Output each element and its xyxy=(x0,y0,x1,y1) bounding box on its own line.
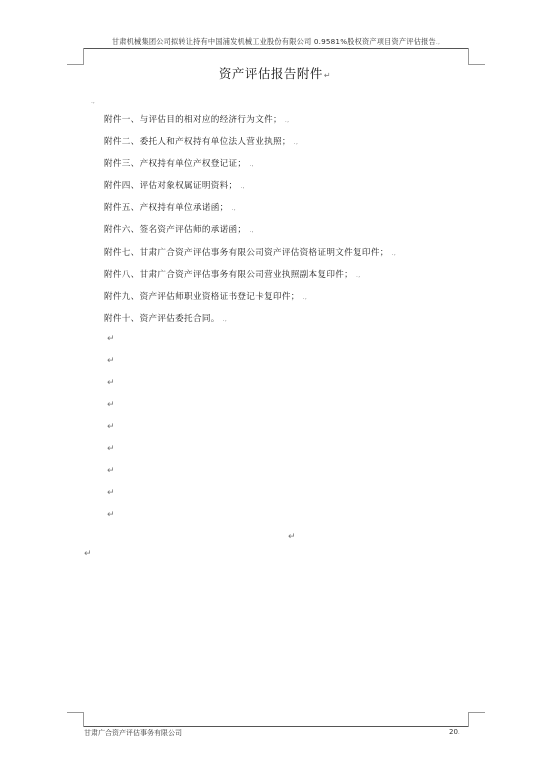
return-mark: ↵ xyxy=(323,71,332,80)
list-item xyxy=(104,222,396,244)
page-number xyxy=(449,728,460,736)
paragraph-mark: ., xyxy=(231,205,236,213)
return-mark: ↵ xyxy=(107,334,115,344)
return-mark: ↵ xyxy=(107,488,115,498)
list-item xyxy=(104,289,396,311)
paragraph-mark: ., xyxy=(249,227,254,235)
paragraph-mark: ., xyxy=(249,161,254,169)
paragraph-mark: ., xyxy=(284,117,290,124)
list-item xyxy=(104,267,396,289)
paragraph-mark: ., xyxy=(91,98,95,105)
page-number-text: 20 xyxy=(449,728,458,736)
return-mark: ↵ xyxy=(107,378,115,388)
paragraph-mark: ., xyxy=(391,249,397,257)
list-item xyxy=(104,112,396,134)
list-item xyxy=(104,178,396,200)
attachment-text: 附件二、委托人和产权持有单位法人营业执照； xyxy=(104,137,291,148)
attachment-text: 附件一、与评估目的相对应的经济行为文件； xyxy=(104,115,282,125)
attachment-list xyxy=(104,112,396,333)
list-item xyxy=(104,156,396,178)
attachment-text: 附件十、资产评估委托合同。 xyxy=(104,313,220,324)
attachment-text: 附件五、产权持有单位承诺函； xyxy=(104,203,229,214)
page-title-text: 资产评估报告附件 xyxy=(218,66,323,81)
paragraph-mark: ., xyxy=(222,315,228,323)
crop-mark-top-right xyxy=(468,48,485,65)
return-mark: ↵ xyxy=(107,444,115,454)
paragraph-mark: . xyxy=(457,729,460,736)
list-item xyxy=(104,200,396,222)
footer-company: 甘肃广合资产评估事务有限公司 xyxy=(84,729,182,737)
header-rule xyxy=(84,48,468,49)
return-mark: ↵ xyxy=(107,356,115,366)
crop-mark-bottom-left xyxy=(67,712,84,727)
page-header xyxy=(84,37,468,47)
attachment-text: 附件四、评估对象权属证明资料； xyxy=(104,181,238,192)
return-mark: ↵ xyxy=(107,466,115,476)
page-header-text: 甘肃机械集团公司拟转让持有中国浦发机械工业股份有限公司 0.9581%股权资产项目资产评估报告 xyxy=(111,37,436,46)
list-item xyxy=(104,134,396,156)
list-item xyxy=(104,245,396,267)
return-mark: ↵ xyxy=(107,400,115,410)
crop-mark-top-left xyxy=(67,48,84,65)
paragraph-mark: ., xyxy=(435,39,441,46)
attachment-text: 附件九、资产评估师职业资格证书登记卡复印件； xyxy=(104,291,300,302)
list-item xyxy=(104,311,396,333)
return-mark: ↵ xyxy=(107,510,115,520)
attachment-text: 附件八、甘肃广合资产评估事务有限公司营业执照副本复印件； xyxy=(104,269,354,280)
return-mark: ↵ xyxy=(107,422,115,432)
return-mark: ↵ xyxy=(288,532,296,542)
attachment-text: 附件三、产权持有单位产权登记证； xyxy=(104,159,247,170)
paragraph-mark: ., xyxy=(302,293,308,301)
crop-mark-bottom-right xyxy=(468,712,485,727)
return-mark: ↵ xyxy=(84,549,92,559)
attachment-text: 附件七、甘肃广合资产评估事务有限公司资产评估资格证明文件复印件； xyxy=(104,247,389,258)
footer-rule xyxy=(84,726,468,727)
page-title xyxy=(0,64,550,82)
attachment-text: 附件六、签名资产评估师的承诺函； xyxy=(104,225,247,236)
paragraph-mark: ., xyxy=(356,271,361,279)
paragraph-mark: ., xyxy=(240,183,245,191)
paragraph-mark: ., xyxy=(293,139,299,147)
